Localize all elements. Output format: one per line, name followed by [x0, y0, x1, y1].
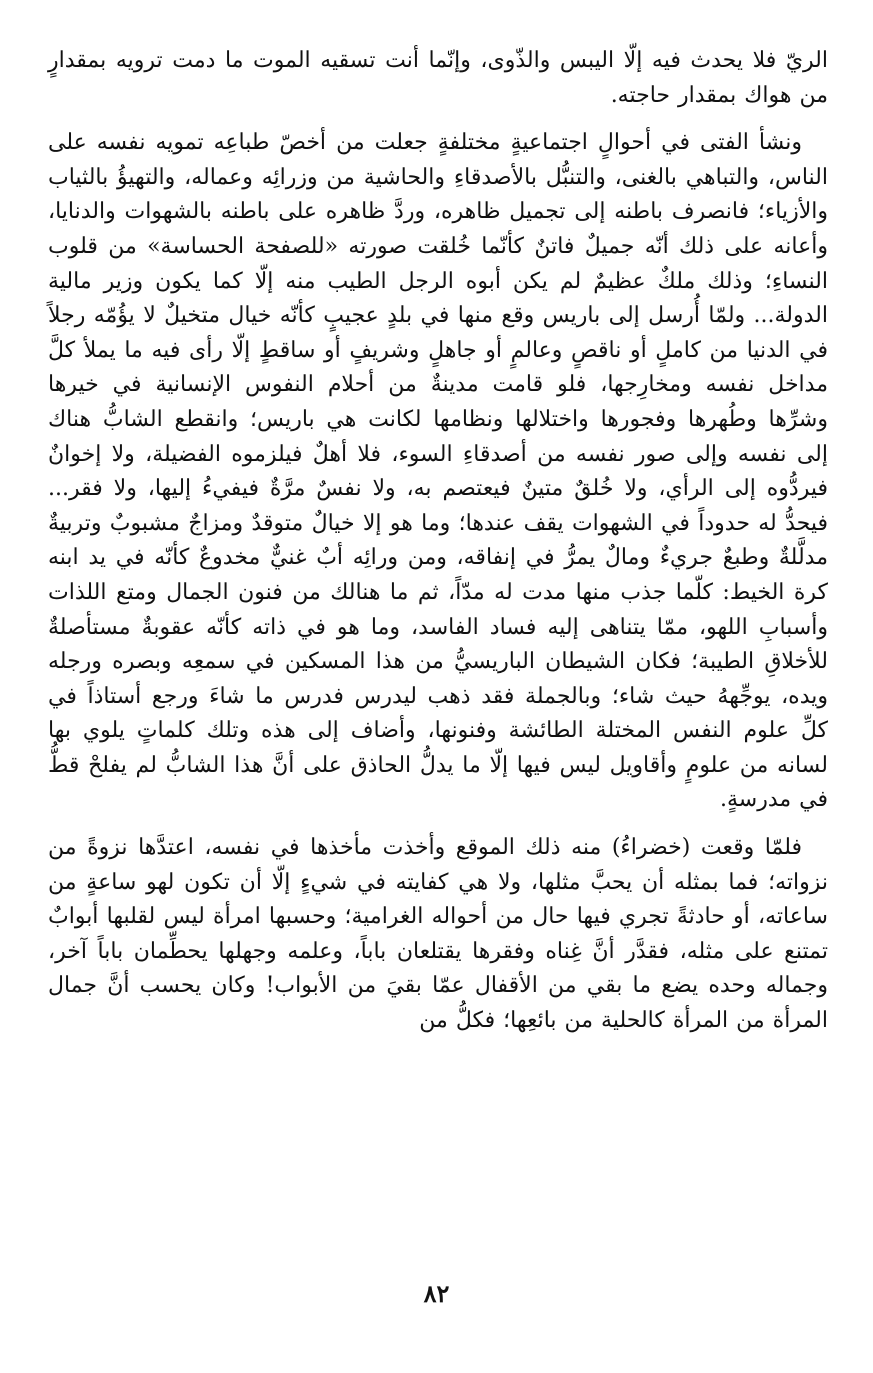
page-body	[48, 44, 828, 1284]
paragraph-2: ونشأ الفتى في أحوالٍ اجتماعيةٍ مختلفةٍ جعلت من أخصّ طباعِه تمويه نفسه على الناس، والتباهي بالغنى، والتنبُّل بالأصدقاءِ والحاشية من وزرائِه وعماله، والتهيؤُ بالثياب والأزياء؛ فانصرف باطنه إلى تجميل ظاهره، وردَّ ظاهره على باطنه بالشهوات والدنايا، وأعانه على ذلك أنّه جميلٌ فاتنٌ كأنّما خُلقت صورته «للصفحة الحساسة» من قلوب النساءِ؛ وذلك ملكٌ عظيمٌ لم يكن أبوه الرجل الطيب منه إلّا كما يكون وزير مالية الدولة... ولمّا أُرسل إلى باريس وقع منها في بلدٍ عجيبٍ كأنّه خيال متخيلٌ لا يؤُمّه رجلاً في الدنيا من كاملٍ أو ناقصٍ وعالمٍ أو جاهلٍ وشريفٍ أو ساقطٍ إلّا رأى فيه ما يملأ كلَّ مداخل نفسه ومخارِجها، فلو قامت مدينةٌ من أحلام النفوس الإنسانية في خيرها وشرِّها وطُهرها وفجورها واختلالها ونظامها لكانت هي باريس؛ وانقطع الشابُّ هناك إلى نفسه وإلى صور نفسه من أصدقاءِ السوء، فلا أهلٌ فيلزموه الفضيلة، ولا إخوانٌ فيردُّوه إلى الرأي، ولا خُلقٌ متينٌ فيعتصم به، ولا نفسٌ مرَّةٌ فيفيءُ إليها، ولا فقر... فيحدُّ له حدوداً في الشهوات يقف عندها؛ وما هو إلا خيالٌ متوقدٌ ومزاجٌ مشبوبٌ وتربيةٌ مدلَّلةٌ وطبعٌ جريءٌ ومالٌ يمرُّ في إنفاقه، ومن ورائِه أبٌ غنيٌّ مخدوعٌ كأنّه في يد ابنه كرة الخيط: كلّما جذب منها مدت له مدّاً، ثم ما هنالك من فنون الجمال ومتع اللذات وأسبابِ اللهو، ممّا يتناهى إليه فساد الفاسد، وما هو في ذاته كأنّه عقوبةٌ مستأصلةٌ للأخلاقِ الطيبة؛ فكان الشيطان الباريسيُّ من هذا المسكين في سمعِه وبصره ورجله ويده، يوجِّههُ حيث شاء؛ وبالجملة فقد ذهب ليدرس فدرس ما شاءَ ورجع أستاذاً في كلِّ علوم النفس المختلة الطائشة وفنونها، وأضاف إلى هذه وتلك كلماتٍ يلوي بها لسانه من علومٍ وأقاويل ليس فيها إلّا ما يدلُّ الحاذق على أنَّ هذا الشابُّ لم يفلحْ قطُّ في مدرسةٍ.	[48, 130, 828, 813]
paragraph-1: الريّ فلا يحدث فيه إلّا اليبس والذّوى، وإنّما أنت تسقيه الموت ما دمت ترويه بمقدارٍ من هواك بمقدار حاجته.	[48, 48, 828, 108]
paragraph-3: فلمّا وقعت (خضراءُ) منه ذلك الموقع وأخذت مأخذها في نفسه، اعتدَّها نزوةً من نزواته؛ فما بمثله أن يحبَّ مثلها، ولا هي كفايته في شيءٍ إلّا أن تكون لهو ساعةٍ من ساعاته، أو حادثةً تجري فيها حال من أحواله الغرامية؛ وحسبها امرأة ليس لقلبها أبوابٌ تمتنع على مثله، فقدَّر أنَّ غِناه وفقرها يقتلعان باباً، وعلمه وجهلها يحطِّمان باباً آخر، وجماله وحده يضع ما بقي من الأقفال عمّا بقيَ من الأبواب! وكان يحسب أنَّ جمال المرأة من المرأة كالحلية من بائعِها؛ فكلُّ من	[48, 835, 828, 1034]
page-number: ٨٢	[423, 1279, 450, 1308]
